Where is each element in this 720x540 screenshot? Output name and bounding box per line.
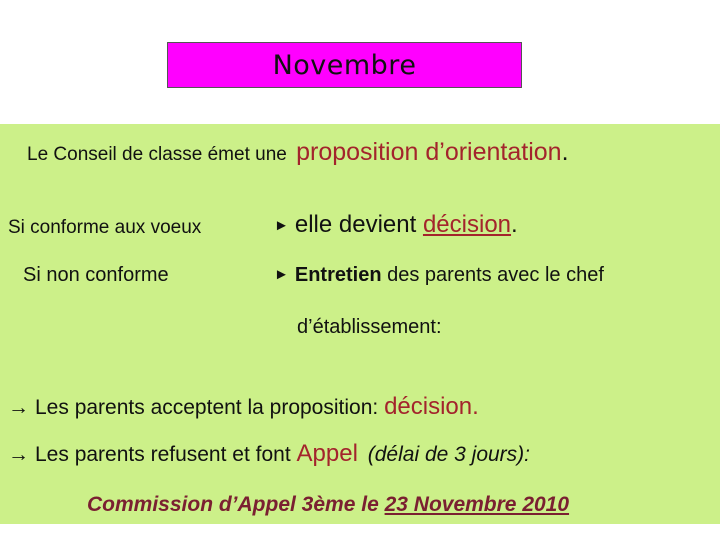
outcome-refuse-highlight: Appel [296,440,358,467]
title-box [167,42,522,88]
case2-result [274,264,604,287]
outcome-refuse-text: Les parents refusent et font [35,443,291,466]
arrow-right-icon: → [8,396,29,419]
bullet-triangle-icon: ► [274,217,289,234]
page-title: Novembre [272,49,417,81]
outcome-refuse [8,440,530,468]
intro-period: . [561,138,569,166]
case1-text: elle devient [294,211,417,238]
case2-label: Si non conforme [23,264,169,286]
outcome-accept-highlight: décision. [384,393,479,420]
commission-date: 23 Novembre 2010 [384,493,570,516]
intro-line [27,138,569,167]
case1-label: Si conforme aux voeux [8,217,202,238]
outcome-accept [8,393,479,421]
commission-line [87,493,569,517]
case2-text: des parents avec le chef [387,264,604,286]
arrow-right-icon: → [8,443,29,466]
case2-bold: Entretien [294,264,382,286]
case1-result [274,211,518,239]
case1-highlight: décision [422,211,512,238]
commission-text: Commission d’Appel 3ème le [87,493,379,516]
outcome-refuse-note: (délai de 3 jours): [367,443,530,466]
intro-highlight: proposition d’orientation [296,138,562,166]
case2-continuation: d’établissement: [297,316,442,338]
case1-period: . [511,211,518,238]
intro-prefix: Le Conseil de classe émet une [27,144,287,165]
bullet-triangle-icon: ► [274,266,289,283]
outcome-accept-text: Les parents acceptent la proposition: [35,396,379,419]
